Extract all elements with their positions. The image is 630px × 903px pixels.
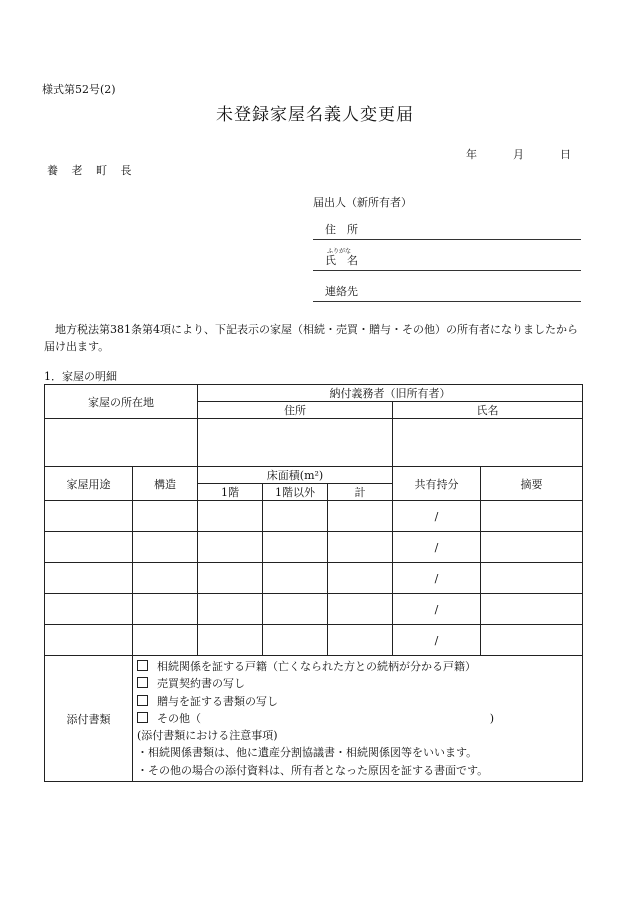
name-header: 氏名 bbox=[393, 402, 583, 419]
applicant-label: 届出人（新所有者） bbox=[313, 196, 412, 209]
attachment-label: 売買契約書の写し bbox=[157, 677, 245, 691]
total-header: 計 bbox=[328, 484, 393, 501]
other-floors-header: 1階以外 bbox=[263, 484, 328, 501]
total-cell[interactable] bbox=[328, 625, 393, 656]
floor1-cell[interactable] bbox=[198, 563, 263, 594]
taxpayer-name-cell[interactable] bbox=[393, 419, 583, 467]
structure-cell[interactable] bbox=[133, 563, 198, 594]
attachment-item[interactable] bbox=[137, 710, 582, 727]
table-row bbox=[45, 563, 583, 594]
page-title: 未登録家屋名義人変更届 bbox=[216, 105, 414, 125]
name-label: 氏 名 bbox=[325, 254, 358, 267]
other-floors-cell[interactable] bbox=[263, 501, 328, 532]
summary-cell[interactable] bbox=[481, 625, 583, 656]
note-item: ・相続関係書類は、他に遺産分割協議書・相続関係図等をいいます。 bbox=[137, 746, 478, 760]
table-row bbox=[45, 594, 583, 625]
use-header: 家屋用途 bbox=[45, 467, 133, 501]
attachment-item[interactable] bbox=[137, 658, 582, 675]
note-item: ・その他の場合の添付資料は、所有者となった原因を証する書面です。 bbox=[137, 763, 489, 777]
name-field[interactable] bbox=[313, 248, 581, 271]
address-field[interactable] bbox=[313, 220, 581, 240]
location-cell[interactable] bbox=[45, 419, 198, 467]
taxpayer-address-cell[interactable] bbox=[198, 419, 393, 467]
share-cell[interactable]: / bbox=[393, 501, 481, 532]
share-header: 共有持分 bbox=[393, 467, 481, 501]
other-floors-cell[interactable] bbox=[263, 594, 328, 625]
use-cell[interactable] bbox=[45, 594, 133, 625]
share-cell[interactable]: / bbox=[393, 625, 481, 656]
location-header: 家屋の所在地 bbox=[45, 385, 198, 419]
floor1-cell[interactable] bbox=[198, 532, 263, 563]
attachment-item[interactable] bbox=[137, 675, 582, 692]
attachment-label: その他（ bbox=[157, 711, 201, 725]
use-cell[interactable] bbox=[45, 532, 133, 563]
contact-field[interactable] bbox=[313, 284, 581, 302]
property-detail-table bbox=[44, 384, 583, 782]
table-row bbox=[45, 501, 583, 532]
form-number: 様式第52号(2) bbox=[42, 83, 116, 96]
use-cell[interactable] bbox=[45, 563, 133, 594]
table-row bbox=[45, 532, 583, 563]
furigana-label: ふりがな bbox=[327, 248, 352, 255]
total-cell[interactable] bbox=[328, 501, 393, 532]
floor1-header: 1階 bbox=[198, 484, 263, 501]
date-month-label: 月 bbox=[513, 148, 524, 161]
total-cell[interactable] bbox=[328, 532, 393, 563]
structure-cell[interactable] bbox=[133, 594, 198, 625]
section-title: 1．家屋の明細 bbox=[44, 370, 117, 383]
checkbox-icon[interactable] bbox=[137, 712, 148, 723]
notes-title: (添付書類における注意事項) bbox=[137, 729, 278, 743]
date-day-label: 日 bbox=[560, 148, 571, 161]
summary-cell[interactable] bbox=[481, 563, 583, 594]
other-floors-cell[interactable] bbox=[263, 563, 328, 594]
share-cell[interactable]: / bbox=[393, 532, 481, 563]
date-year-label: 年 bbox=[466, 148, 477, 161]
floor1-cell[interactable] bbox=[198, 625, 263, 656]
checkbox-icon[interactable] bbox=[137, 677, 148, 688]
summary-cell[interactable] bbox=[481, 501, 583, 532]
share-cell[interactable]: / bbox=[393, 594, 481, 625]
attachment-label: 相続関係を証する戸籍（亡くなられた方との続柄が分かる戸籍） bbox=[157, 660, 476, 674]
table-row bbox=[45, 625, 583, 656]
use-cell[interactable] bbox=[45, 501, 133, 532]
contact-label: 連絡先 bbox=[325, 285, 358, 298]
checkbox-icon[interactable] bbox=[137, 695, 148, 706]
taxpayer-header: 納付義務者（旧所有者） bbox=[198, 385, 583, 402]
floor1-cell[interactable] bbox=[198, 594, 263, 625]
total-cell[interactable] bbox=[328, 563, 393, 594]
attachments-label: 添付書類 bbox=[45, 656, 133, 782]
structure-cell[interactable] bbox=[133, 625, 198, 656]
attachments-list bbox=[133, 656, 583, 782]
addressee: 養 老 町 長 bbox=[47, 164, 137, 177]
structure-cell[interactable] bbox=[133, 532, 198, 563]
summary-header: 摘要 bbox=[481, 467, 583, 501]
address-header: 住所 bbox=[198, 402, 393, 419]
checkbox-icon[interactable] bbox=[137, 660, 148, 671]
summary-cell[interactable] bbox=[481, 594, 583, 625]
declaration-text: 地方税法第381条第4項により、下記表示の家屋（相続・売買・贈与・その他）の所有者になりましたから届け出ます。 bbox=[44, 323, 578, 353]
attachment-label: 贈与を証する書類の写し bbox=[157, 694, 278, 708]
floor-area-header: 床面積(m²) bbox=[198, 467, 393, 484]
paren-close: ) bbox=[489, 711, 495, 725]
other-floors-cell[interactable] bbox=[263, 625, 328, 656]
address-label: 住 所 bbox=[325, 223, 358, 236]
use-cell[interactable] bbox=[45, 625, 133, 656]
structure-cell[interactable] bbox=[133, 501, 198, 532]
share-cell[interactable]: / bbox=[393, 563, 481, 594]
floor1-cell[interactable] bbox=[198, 501, 263, 532]
other-floors-cell[interactable] bbox=[263, 532, 328, 563]
structure-header: 構造 bbox=[133, 467, 198, 501]
summary-cell[interactable] bbox=[481, 532, 583, 563]
total-cell[interactable] bbox=[328, 594, 393, 625]
attachment-item[interactable] bbox=[137, 693, 582, 710]
